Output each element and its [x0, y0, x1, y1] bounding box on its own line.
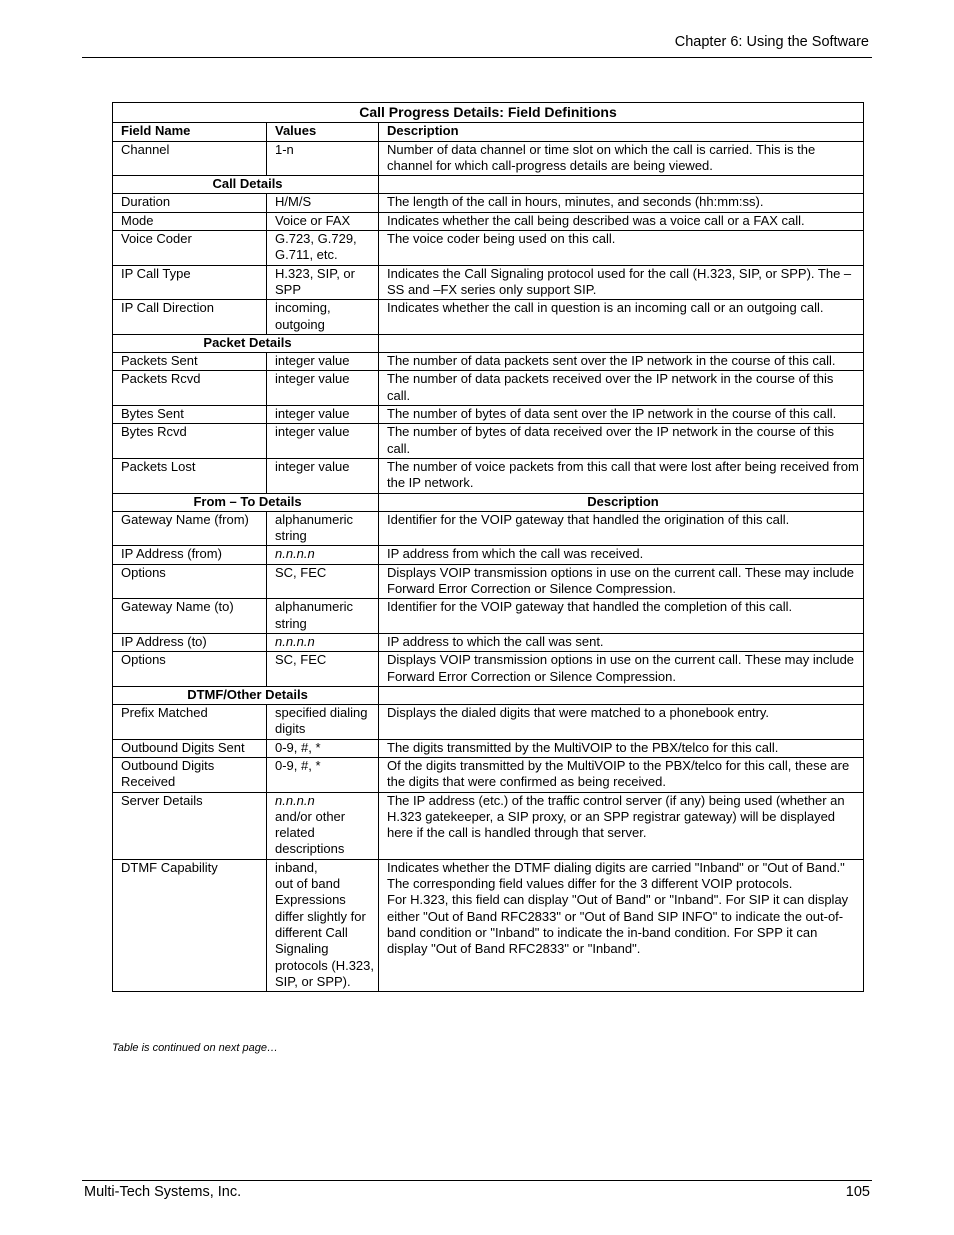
values-cell: Voice or FAX	[267, 212, 379, 230]
field-name-cell: IP Address (from)	[113, 546, 267, 564]
table-title-row	[113, 103, 864, 123]
field-name-cell: Voice Coder	[113, 231, 267, 266]
section-description-header	[379, 176, 864, 194]
description-cell: The digits transmitted by the MultiVOIP to the PBX/telco for this call.	[379, 739, 864, 757]
field-name-cell: Bytes Sent	[113, 406, 267, 424]
field-name-cell: Prefix Matched	[113, 705, 267, 740]
section-description-header: Description	[379, 493, 864, 511]
table-row	[113, 859, 864, 991]
table-row	[113, 792, 864, 859]
table-row	[113, 633, 864, 651]
section-description-header	[379, 686, 864, 704]
description-cell: Displays VOIP transmission options in use on the current call. These may include Forward Error Correction or Silence Compression.	[379, 564, 864, 599]
table-row	[113, 424, 864, 459]
table-row	[113, 265, 864, 300]
field-name-cell: Server Details	[113, 792, 267, 859]
description-cell: Of the digits transmitted by the MultiVOIP to the PBX/telco for this call, these are the digits that were confirmed as being received.	[379, 757, 864, 792]
values-italic: n.n.n.n	[275, 792, 315, 808]
values-extra: and/or other related descriptions	[275, 808, 346, 857]
description-cell: The number of data packets received over the IP network in the course of this call.	[379, 371, 864, 406]
field-name-cell: IP Address (to)	[113, 633, 267, 651]
values-cell: inband, out of band Expressions differ slightly for different Call Signaling protocols (H.323, SIP, or SPP).	[267, 859, 379, 991]
description-cell: Displays VOIP transmission options in use on the current call. These may include Forward Error Correction or Silence Compression.	[379, 652, 864, 687]
values-cell: 0-9, #, *	[267, 739, 379, 757]
table-row	[113, 546, 864, 564]
description-cell: Displays the dialed digits that were matched to a phonebook entry.	[379, 705, 864, 740]
section-description-header	[379, 334, 864, 352]
field-name-cell: Packets Lost	[113, 458, 267, 493]
footer-rule	[82, 1180, 872, 1181]
table-row	[113, 757, 864, 792]
values-cell: 0-9, #, *	[267, 757, 379, 792]
table-row	[113, 353, 864, 371]
description-cell: The number of data packets sent over the IP network in the course of this call.	[379, 353, 864, 371]
description-cell: Number of data channel or time slot on which the call is carried. This is the channel for which call-progress details are being viewed.	[379, 141, 864, 176]
description-cell: The number of voice packets from this call that were lost after being received from the IP network.	[379, 458, 864, 493]
table-row	[113, 564, 864, 599]
field-name-cell: Mode	[113, 212, 267, 230]
field-name-cell: Gateway Name (to)	[113, 599, 267, 634]
values-cell: integer value	[267, 371, 379, 406]
table-row	[113, 599, 864, 634]
field-name-cell: IP Call Direction	[113, 300, 267, 335]
values-cell: n.n.n.n	[267, 633, 379, 651]
values-cell: specified dialing digits	[267, 705, 379, 740]
field-name-cell: Gateway Name (from)	[113, 511, 267, 546]
table-row	[113, 194, 864, 212]
values-cell: alphanumeric string	[267, 511, 379, 546]
table-row	[113, 458, 864, 493]
description-cell: The length of the call in hours, minutes, and seconds (hh:mm:ss).	[379, 194, 864, 212]
table-row	[113, 406, 864, 424]
section-label: Packet Details	[113, 334, 379, 352]
section-label: From – To Details	[113, 493, 379, 511]
description-cell: The voice coder being used on this call.	[379, 231, 864, 266]
field-name-cell: Bytes Rcvd	[113, 424, 267, 459]
table-row	[113, 141, 864, 176]
field-name-cell: Channel	[113, 141, 267, 176]
values-cell: integer value	[267, 424, 379, 459]
continued-note: Table is continued on next page…	[112, 1042, 278, 1054]
section-row	[113, 334, 864, 352]
values-cell: 1-n	[267, 141, 379, 176]
values-cell: incoming, outgoing	[267, 300, 379, 335]
values-cell: H/M/S	[267, 194, 379, 212]
field-name-cell: Options	[113, 564, 267, 599]
description-cell: Identifier for the VOIP gateway that handled the completion of this call.	[379, 599, 864, 634]
description-cell: IP address from which the call was received.	[379, 546, 864, 564]
column-header-description: Description	[379, 123, 864, 141]
field-name-cell: Options	[113, 652, 267, 687]
table-body	[113, 141, 864, 992]
field-name-cell: Outbound Digits Received	[113, 757, 267, 792]
table-row	[113, 212, 864, 230]
column-header-row	[113, 123, 864, 141]
values-cell: SC, FEC	[267, 564, 379, 599]
table-row	[113, 371, 864, 406]
description-cell: Indicates whether the DTMF dialing digits are carried "Inband" or "Out of Band." The corresponding field values differ for the 3 different VOIP protocols. For H.323, this field can display "Out of Band" or "Inband". For SIP it can display either "Out of Band RFC2833" or "Out of Band SIP INFO" to indicate the out-of-band condition or "Inband" to indicate the in-band condition. For SPP it can display "Out of Band RFC2833" or "Inband".	[379, 859, 864, 991]
table-row	[113, 652, 864, 687]
description-cell: The number of bytes of data sent over the IP network in the course of this call.	[379, 406, 864, 424]
table-row	[113, 739, 864, 757]
table-row	[113, 300, 864, 335]
description-cell: Indicates the Call Signaling protocol used for the call (H.323, SIP, or SPP). The –SS and –FX series only support SIP.	[379, 265, 864, 300]
description-cell: Indicates whether the call in question is an incoming call or an outgoing call.	[379, 300, 864, 335]
section-row	[113, 686, 864, 704]
values-cell: integer value	[267, 406, 379, 424]
section-label: DTMF/Other Details	[113, 686, 379, 704]
values-cell	[267, 792, 379, 859]
description-cell: Identifier for the VOIP gateway that handled the origination of this call.	[379, 511, 864, 546]
chapter-header: Chapter 6: Using the Software	[674, 34, 869, 50]
values-cell: integer value	[267, 458, 379, 493]
section-row	[113, 493, 864, 511]
footer-company: Multi-Tech Systems, Inc.	[84, 1184, 242, 1200]
field-name-cell: Packets Sent	[113, 353, 267, 371]
description-cell: The IP address (etc.) of the traffic control server (if any) being used (whether an H.323 gatekeeper, a SIP proxy, or an SPP registrar gateway) will be displayed here if the call is handled through that server.	[379, 792, 864, 859]
field-name-cell: Duration	[113, 194, 267, 212]
description-cell: Indicates whether the call being described was a voice call or a FAX call.	[379, 212, 864, 230]
column-header-field-name: Field Name	[113, 123, 267, 141]
table-row	[113, 511, 864, 546]
values-cell: alphanumeric string	[267, 599, 379, 634]
header-rule	[82, 57, 872, 58]
table-row	[113, 705, 864, 740]
field-name-cell: Outbound Digits Sent	[113, 739, 267, 757]
description-cell: The number of bytes of data received over the IP network in the course of this call.	[379, 424, 864, 459]
description-cell: IP address to which the call was sent.	[379, 633, 864, 651]
section-label: Call Details	[113, 176, 379, 194]
column-header-values: Values	[267, 123, 379, 141]
field-name-cell: IP Call Type	[113, 265, 267, 300]
values-cell: integer value	[267, 353, 379, 371]
field-name-cell: DTMF Capability	[113, 859, 267, 991]
field-name-cell: Packets Rcvd	[113, 371, 267, 406]
page-number: 105	[845, 1184, 870, 1200]
section-row	[113, 176, 864, 194]
values-cell: SC, FEC	[267, 652, 379, 687]
table-row	[113, 231, 864, 266]
values-cell: n.n.n.n	[267, 546, 379, 564]
field-definitions-table	[112, 102, 864, 992]
values-cell: G.723, G.729, G.711, etc.	[267, 231, 379, 266]
values-cell: H.323, SIP, or SPP	[267, 265, 379, 300]
table-title: Call Progress Details: Field Definitions	[113, 103, 864, 123]
